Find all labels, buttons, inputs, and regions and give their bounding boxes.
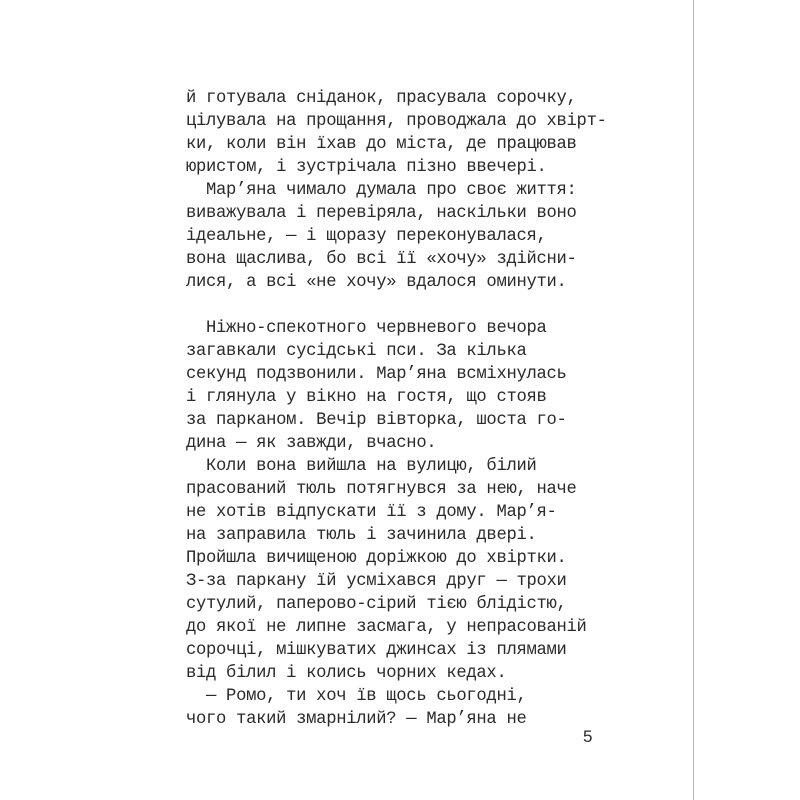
text-line: сутулий, паперово-сірий тією блідістю, <box>186 595 567 614</box>
text-line: загавкали сусідські пси. За кілька <box>186 342 527 361</box>
text-line: сорочці, мішкуватих джинсах із плямами <box>186 641 567 660</box>
text-line: прасований тюль потягнувся за нею, наче <box>186 480 577 499</box>
text-line: за парканом. Вечір вівторка, шоста го- <box>186 411 567 430</box>
text-line: до якої не липне засмага, у непрасованій <box>186 618 587 637</box>
text-line: виважувала і перевіряла, наскільки воно <box>186 204 577 223</box>
text-line: Коли вона вийшла на вулицю, білий <box>186 457 537 476</box>
page-edge-divider <box>693 0 694 800</box>
text-line: З-за паркану їй усміхався друг — трохи <box>186 572 567 591</box>
text-line: ідеальне, — і щоразу переконувалася, <box>186 227 547 246</box>
section-break <box>186 294 602 317</box>
text-line: ки, коли він їхав до міста, де працював <box>186 135 577 154</box>
text-line: Ніжно-спекотного червневого вечора <box>186 319 547 338</box>
text-line: на заправила тюль і зачинила двері. <box>186 526 537 545</box>
text-line: вона щаслива, бо всі її «хочу» здійсни- <box>186 250 577 269</box>
text-line: лися, а всі «не хочу» вдалося оминути. <box>186 273 567 292</box>
text-line: і глянула у вікно на гостя, що стояв <box>186 388 547 407</box>
text-line: цілувала на прощання, проводжала до хвірт- <box>186 112 607 131</box>
text-line: — Ромо, ти хоч їв щось сьогодні, <box>186 687 527 706</box>
text-line: від білил і колись чорних кедах. <box>186 664 507 683</box>
text-line: Мар’яна чимало думала про своє життя: <box>186 181 577 200</box>
text-line: чого такий змарнілий? — Мар’яна не <box>186 710 527 729</box>
body-text <box>186 87 607 731</box>
text-line: дина — як завжди, вчасно. <box>186 434 437 453</box>
text-line: й готувала сніданок, прасувала сорочку, <box>186 89 577 108</box>
text-line: не хотів відпускати її з дому. Мар’я- <box>186 503 557 522</box>
page-number: 5 <box>583 727 593 746</box>
text-line: Пройшла вичищеною доріжкою до хвіртки. <box>186 549 567 568</box>
text-line: юристом, і зустрічала пізно ввечері. <box>186 158 547 177</box>
text-line: секунд подзвонили. Мар’яна всміхнулась <box>186 365 567 384</box>
